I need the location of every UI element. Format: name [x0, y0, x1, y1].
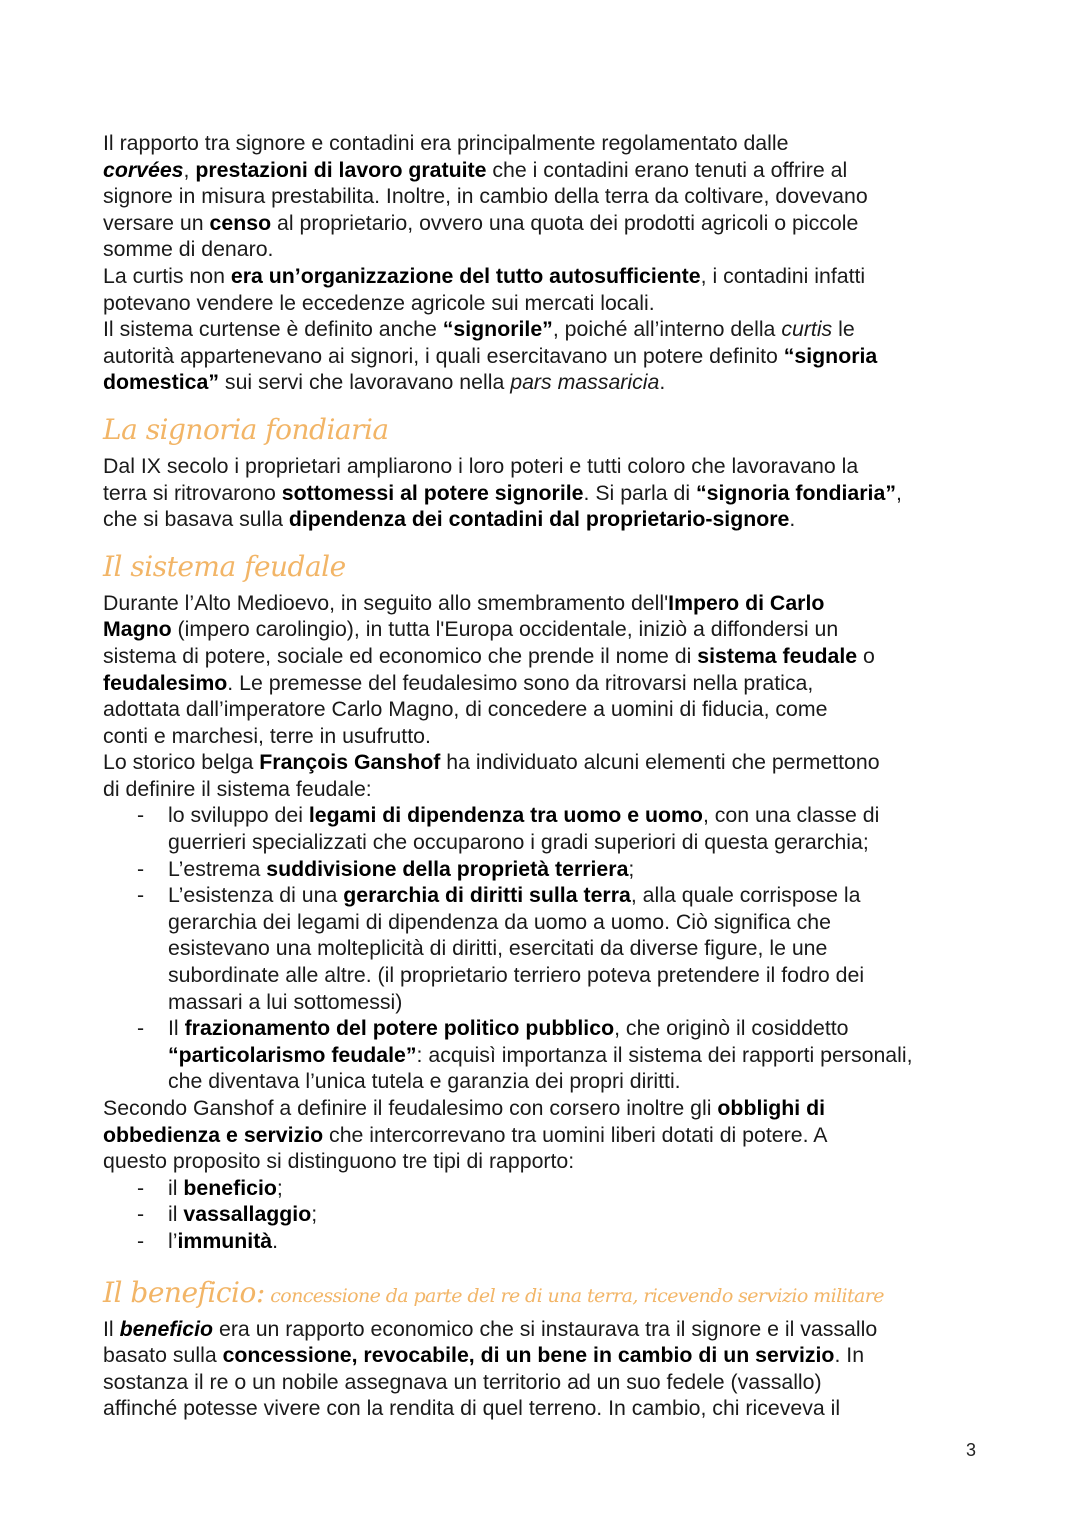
- text-line: [103, 856, 983, 883]
- text-line: [103, 802, 983, 829]
- text-line: [103, 749, 983, 776]
- document-page: [103, 130, 983, 1422]
- bullet-dash-icon: -: [137, 883, 145, 908]
- bullet-dash-icon: -: [137, 1228, 145, 1253]
- text-span: che diventava l’unica tutela e garanzia dei propri diritti.: [168, 1069, 681, 1094]
- list-item-gerarchia: [103, 882, 983, 1015]
- text-span: conti e marchesi, terre in usufrutto.: [103, 723, 431, 748]
- text-span: Il rapporto tra signore e contadini era principalmente regolamentato dalle: [103, 131, 789, 155]
- text-span: il: [168, 1202, 184, 1227]
- text-span: di definire il sistema feudale:: [103, 776, 372, 801]
- italic-text: pars massaricia: [510, 370, 660, 395]
- text-span: sostanza il re o un nobile assegnava un territorio ad un suo fedele (vassallo): [103, 1369, 822, 1394]
- bold-text: domestica”: [103, 370, 219, 395]
- text-span: terra si ritrovarono: [103, 480, 282, 505]
- text-span: basato sulla: [103, 1343, 223, 1368]
- bullet-dash-icon: -: [137, 1202, 145, 1227]
- text-span: o: [857, 643, 875, 668]
- text-span: Il sistema curtense è definito anche: [103, 317, 443, 342]
- list-item-beneficio: [103, 1175, 983, 1202]
- text-line: [103, 962, 983, 989]
- bold-text: “signoria: [783, 343, 878, 368]
- text-span: massari a lui sottomessi): [168, 989, 403, 1014]
- bold-text: Impero di Carlo: [668, 590, 825, 615]
- text-span: , con una classe di: [702, 803, 880, 828]
- text-span: le: [832, 317, 855, 342]
- text-span: autorità appartenevano ai signori, i quali esercitavano un potere definito: [103, 343, 784, 368]
- text-span: potevano vendere le eccedenze agricole sui mercati locali.: [103, 290, 655, 315]
- text-span: al proprietario, ovvero una quota dei prodotti agricoli o piccole: [271, 210, 859, 235]
- text-span: Dal IX secolo i proprietari ampliarono i loro poteri e tutti coloro che lavoravano la: [103, 453, 859, 478]
- text-span: (impero carolingio), in tutta l'Europa occidentale, iniziò a diffondersi un: [171, 617, 839, 642]
- bold-text: era un’organizzazione del tutto autosufficiente: [230, 263, 701, 288]
- bold-text: vassallaggio: [183, 1202, 312, 1227]
- list-item-vassallaggio: [103, 1201, 983, 1228]
- bold-text: beneficio: [119, 1316, 214, 1341]
- bold-text: immunità: [177, 1228, 273, 1253]
- text-span: Lo storico belga: [103, 750, 260, 775]
- text-line: [103, 453, 983, 480]
- text-span: : acquisì importanza il sistema dei rapporti personali,: [416, 1042, 913, 1067]
- bold-text: concessione, revocabile, di un bene in cambio di un servizio: [222, 1343, 835, 1368]
- text-line: [103, 1068, 983, 1095]
- bullet-dash-icon: -: [137, 856, 145, 881]
- bold-text: censo: [209, 210, 272, 235]
- text-line: [103, 643, 983, 670]
- text-line: [103, 670, 983, 697]
- text-span: Il: [103, 1316, 120, 1341]
- text-line: [103, 1015, 983, 1042]
- text-span: ,: [183, 157, 196, 182]
- text-span: Il: [168, 1016, 185, 1041]
- text-line: [103, 829, 983, 856]
- text-line: [103, 369, 983, 396]
- bullet-dash-icon: -: [137, 1016, 145, 1041]
- text-line: [103, 935, 983, 962]
- bullet-dash-icon: -: [137, 803, 145, 828]
- text-line: [103, 909, 983, 936]
- text-line: [103, 316, 983, 343]
- bold-text: Magno: [103, 617, 172, 642]
- text-line: [103, 723, 983, 750]
- text-span: affinché potesse vivere con la rendita di quel terreno. In cambio, chi riceveva il: [103, 1396, 841, 1421]
- text-line: [103, 236, 983, 263]
- text-span: ,: [895, 480, 902, 505]
- list-item-legami: [103, 802, 983, 855]
- text-span: L’estrema: [168, 856, 267, 881]
- bold-text: sottomessi al potere signorile: [281, 480, 584, 505]
- section-heading-subtitle: concessione da parte del re di una terra, ricevendo servizio militare: [264, 1284, 884, 1307]
- text-line: [103, 480, 983, 507]
- bold-text: obblighi di: [717, 1096, 826, 1120]
- italic-text: curtis: [781, 317, 833, 342]
- text-span: ha individuato alcuni elementi che permettono: [440, 750, 880, 775]
- text-line: [103, 882, 983, 909]
- text-span: , poiché all’interno della: [552, 317, 782, 342]
- heading-sistema-feudale: [103, 547, 983, 587]
- text-line: [103, 183, 983, 210]
- text-span: guerrieri specializzati che occuparono i gradi superiori di questa gerarchia;: [168, 830, 869, 855]
- text-span: che si basava sulla: [103, 507, 289, 532]
- bullet-dash-icon: -: [137, 1175, 145, 1200]
- bold-text: gerarchia di diritti sulla terra: [343, 883, 631, 908]
- list-item-suddivisione: [103, 856, 983, 883]
- text-line: [103, 210, 983, 237]
- bold-text: frazionamento del potere politico pubblico: [184, 1016, 615, 1041]
- text-line: [103, 343, 983, 370]
- text-span: lo sviluppo dei: [168, 803, 309, 828]
- paragraph-corvees: [103, 130, 983, 396]
- paragraph-obblighi: [103, 1095, 983, 1175]
- text-line: [103, 1175, 983, 1202]
- text-line: [103, 290, 983, 317]
- text-span: somme di denaro.: [103, 237, 274, 262]
- bold-text: feudalesimo: [103, 670, 228, 695]
- text-line: [103, 263, 983, 290]
- text-span: subordinate alle altre. (il proprietario terriero poteva pretendere il fodro dei: [168, 963, 865, 988]
- bold-text: corvées: [103, 157, 184, 182]
- text-span: .: [659, 370, 666, 395]
- paragraph-sistema-feudale: [103, 590, 983, 803]
- text-span: il: [168, 1175, 184, 1200]
- text-span: versare un: [103, 210, 210, 235]
- bold-text: suddivisione della proprietà terriera: [266, 856, 629, 881]
- text-span: sistema di potere, sociale ed economico che prende il nome di: [103, 643, 698, 668]
- section-heading-title: Il beneficio:: [103, 1275, 265, 1309]
- text-line: [103, 1316, 983, 1343]
- bold-text: legami di dipendenza tra uomo e uomo: [308, 803, 703, 828]
- text-span: Durante l’Alto Medioevo, in seguito allo smembramento dell': [103, 590, 669, 615]
- text-span: esistevano una molteplicità di diritti, esercitati da diverse figure, le une: [168, 936, 828, 961]
- text-line: [103, 1342, 983, 1369]
- text-span: l’: [168, 1228, 178, 1253]
- text-line: [103, 1148, 983, 1175]
- section-heading-title: Il sistema feudale: [103, 549, 346, 583]
- text-line: [103, 157, 983, 184]
- text-line: [103, 1095, 983, 1122]
- bold-text: beneficio: [183, 1175, 277, 1200]
- text-line: [103, 1042, 983, 1069]
- text-line: [103, 616, 983, 643]
- text-line: [103, 1369, 983, 1396]
- text-span: . Si parla di: [583, 480, 696, 505]
- text-line: [103, 1201, 983, 1228]
- text-span: questo proposito si distinguono tre tipi di rapporto:: [103, 1149, 575, 1174]
- text-line: [103, 130, 983, 157]
- bold-text: “particolarismo feudale”: [168, 1042, 417, 1067]
- text-line: [103, 776, 983, 803]
- text-line: [103, 989, 983, 1016]
- text-span: .: [272, 1228, 279, 1253]
- text-span: , che originò il cosiddetto: [614, 1016, 849, 1041]
- text-span: ;: [276, 1175, 283, 1200]
- text-span: adottata dall’imperatore Carlo Magno, di concedere a uomini di fiducia, come: [103, 697, 828, 722]
- bold-text: dipendenza dei contadini dal proprietario-signore: [288, 507, 790, 532]
- text-span: , i contadini infatti: [700, 263, 866, 288]
- text-span: .: [789, 507, 796, 532]
- text-span: ;: [311, 1202, 318, 1227]
- text-span: . Le premesse del feudalesimo sono da ritrovarsi nella pratica,: [227, 670, 814, 695]
- heading-signoria-fondiaria: [103, 410, 983, 450]
- text-line: [103, 1395, 983, 1422]
- bold-text: obbedienza e servizio: [103, 1122, 324, 1147]
- list-item-immunita: [103, 1228, 983, 1255]
- text-span: ;: [628, 856, 635, 881]
- bold-text: prestazioni di lavoro gratuite: [195, 157, 487, 182]
- text-span: gerarchia dei legami di dipendenza da uomo a uomo. Ciò significa che: [168, 909, 831, 934]
- text-span: L’esistenza di una: [168, 883, 344, 908]
- text-line: [103, 1228, 983, 1255]
- bold-text: “signorile”: [442, 317, 553, 342]
- text-line: [103, 696, 983, 723]
- heading-beneficio: [103, 1273, 983, 1313]
- text-span: che intercorrevano tra uomini liberi dotati di potere. A: [323, 1122, 828, 1147]
- section-heading-title: La signoria fondiaria: [103, 412, 389, 446]
- text-span: . In: [834, 1343, 865, 1368]
- page-number: 3: [966, 1440, 977, 1460]
- text-line: [103, 506, 983, 533]
- text-span: era un rapporto economico che si instaurava tra il signore e il vassallo: [213, 1316, 878, 1341]
- bold-text: François Ganshof: [259, 750, 441, 775]
- bold-text: sistema feudale: [697, 643, 858, 668]
- text-line: [103, 590, 983, 617]
- list-item-frazionamento: [103, 1015, 983, 1095]
- text-span: , alla quale corrispose la: [630, 883, 861, 908]
- text-line: [103, 1122, 983, 1149]
- text-span: signore in misura prestabilita. Inoltre, in cambio della terra da coltivare, dovevano: [103, 184, 868, 209]
- paragraph-beneficio: [103, 1316, 983, 1422]
- text-span: Secondo Ganshof a definire il feudalesimo con corsero inoltre gli: [103, 1096, 718, 1120]
- text-span: sui servi che lavoravano nella: [219, 370, 511, 395]
- paragraph-signoria-fondiaria: [103, 453, 983, 533]
- text-span: che i contadini erano tenuti a offrire al: [486, 157, 848, 182]
- bold-text: “signoria fondiaria”: [695, 480, 896, 505]
- text-span: La curtis non: [103, 263, 231, 288]
